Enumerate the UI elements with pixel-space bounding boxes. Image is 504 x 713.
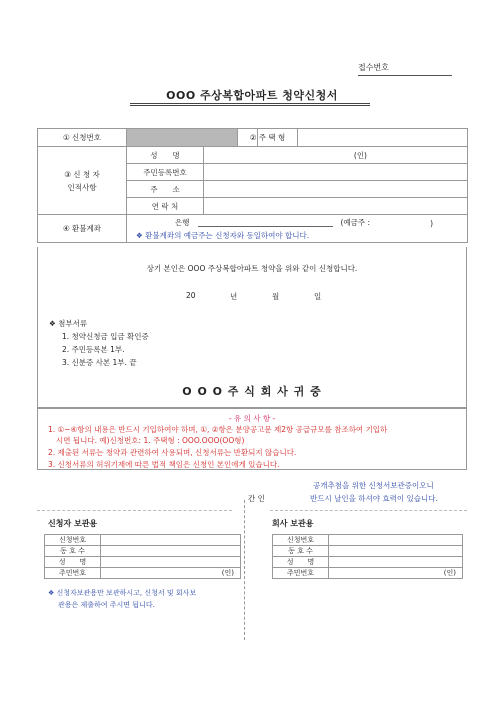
refund-account-label: ④ 환불계좌 bbox=[38, 215, 127, 243]
applicant-copy-note: ❖ 신청자보관용만 보관하시고, 신청서 및 회사보 bbox=[48, 589, 197, 597]
depositor-label: (예금주 : bbox=[340, 217, 371, 227]
application-number-label: ① 신청번호 bbox=[38, 129, 127, 147]
account-underline bbox=[198, 219, 333, 227]
notice-item-3: 3. 신청서류의 허위기재에 따른 법적 책임은 신청인 본인에게 있습니다. bbox=[48, 460, 280, 469]
statement-text: 상기 본인은 OOO 주상복합아파트 청약을 위와 같이 신청합니다. bbox=[146, 264, 358, 273]
attachment-item: 2. 주민등록본 1부. bbox=[62, 345, 125, 354]
refund-account-field[interactable]: 은행 (예금주 : ) ❖ 환불계좌의 예금주는 신청자와 동일하여야 합니다. bbox=[127, 215, 468, 243]
company-copy-title: 회사 보관용 bbox=[272, 519, 314, 528]
seal-mark: (인) bbox=[443, 569, 456, 577]
tear-line-left bbox=[37, 510, 232, 511]
name-label: 성 명 bbox=[127, 147, 204, 164]
address-field[interactable] bbox=[204, 181, 468, 198]
address-label: 주 소 bbox=[127, 181, 204, 198]
bank-label: 은행 bbox=[175, 217, 190, 227]
applicant-copy-note-cont: 관용은 제출하여 주시면 됩니다. bbox=[58, 601, 155, 609]
notice-item-1: 1. ①~④항의 내용은 반드시 기입하여야 하며, ①, ②항은 분양공고문 제2항 공급규모를 참조하여 기입하 bbox=[48, 425, 388, 434]
receipt-number-label: 접수번호 bbox=[358, 62, 452, 76]
form-title: OOO 주상복합아파트 청약신청서 bbox=[166, 89, 338, 102]
company-addressee: O O O 주 식 회 사 귀 중 bbox=[182, 385, 322, 398]
date-year-label: 년 bbox=[230, 292, 238, 301]
application-table bbox=[37, 128, 468, 243]
housing-type-field[interactable] bbox=[298, 129, 467, 146]
housing-type-label: ② 주 택 형 bbox=[238, 129, 298, 146]
notice-item-2: 2. 제출된 서류는 청약과 관련하여 사용되며, 신청서류는 반환되지 않습니다. bbox=[48, 448, 297, 457]
applicant-info-label: ③ 신 청 자 인적사항 bbox=[38, 147, 127, 215]
seal-mark: (인) bbox=[221, 569, 234, 577]
seal-mark: (인) bbox=[353, 150, 367, 160]
refund-note: ❖ 환불계좌의 예금주는 신청자와 동일하여야 합니다. bbox=[136, 230, 310, 240]
attachment-item: 1. 청약신청금 입금 확인증 bbox=[62, 332, 149, 341]
contact-field[interactable] bbox=[204, 198, 468, 215]
title-underline bbox=[130, 103, 370, 106]
date-day-label: 일 bbox=[314, 292, 322, 301]
date-month-label: 월 bbox=[272, 292, 280, 301]
tear-line-right bbox=[270, 510, 467, 511]
resident-number-field[interactable] bbox=[204, 164, 468, 181]
applicant-copy-table: 신청번호 동 호 수 성 명 주민번호 (인) bbox=[44, 534, 241, 579]
notice-item-1-cont: 시면 됩니다. 예)신청번호: 1. 주택형 : OOO.OOO(OO형) bbox=[56, 436, 245, 445]
notice-title: - 유 의 사 항 - bbox=[228, 414, 276, 423]
seal-note-line1: 공개추첨을 위한 신청서보관증이오니 bbox=[313, 481, 434, 490]
seal-note-line2: 반드시 날인을 하셔야 효력이 있습니다. bbox=[310, 494, 438, 503]
application-number-field[interactable] bbox=[127, 129, 238, 147]
contact-label: 연 락 처 bbox=[127, 198, 204, 215]
gan-in-label: 간 인 bbox=[248, 494, 265, 503]
resident-number-label: 주민등록번호 bbox=[127, 164, 204, 181]
company-copy-table: 신청번호 동 호 수 성 명 주민번호 (인) bbox=[272, 534, 463, 579]
attachments-title: ❖ 첨부서류 bbox=[49, 319, 88, 328]
tear-line-vertical bbox=[244, 500, 245, 640]
name-field[interactable] bbox=[204, 147, 468, 164]
date-year: 20 bbox=[186, 291, 196, 300]
attachment-item: 3. 신분증 사본 1부. 끝 bbox=[62, 358, 137, 367]
applicant-copy-title: 신청자 보관용 bbox=[48, 519, 98, 528]
